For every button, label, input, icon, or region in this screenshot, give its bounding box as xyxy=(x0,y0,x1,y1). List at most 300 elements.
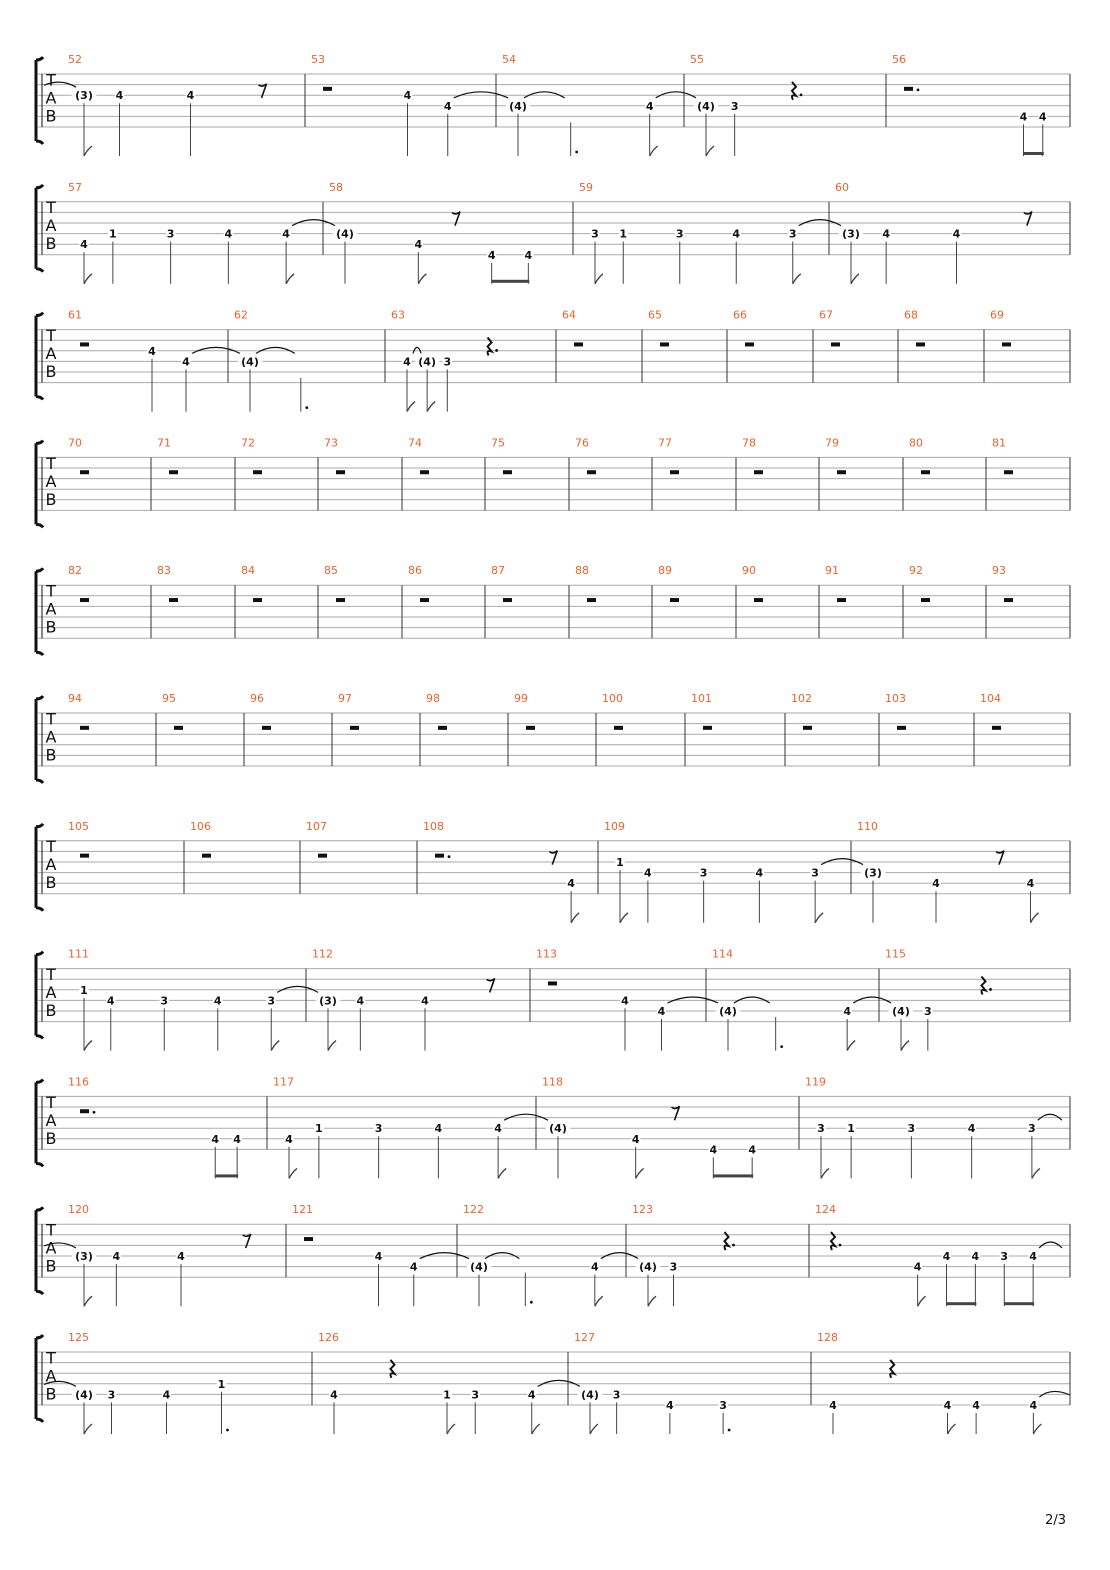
eighth-flag xyxy=(1033,1424,1041,1434)
half-rest xyxy=(336,470,345,474)
system xyxy=(36,53,1070,156)
eighth-flag xyxy=(447,1424,455,1434)
half-rest xyxy=(253,470,262,474)
measure-number: 112 xyxy=(312,947,333,961)
measure xyxy=(658,564,679,602)
measure xyxy=(234,309,308,412)
half-rest xyxy=(1004,470,1013,474)
half-rest xyxy=(837,598,846,602)
measure-number: 72 xyxy=(241,436,255,450)
tab-clef-letter: B xyxy=(45,1384,57,1404)
measure xyxy=(68,309,240,412)
eighth-rest xyxy=(259,84,267,98)
eighth-flag xyxy=(706,146,714,156)
measure xyxy=(885,692,906,730)
eighth-rest xyxy=(452,212,460,226)
fret-number: 3 xyxy=(374,1122,383,1136)
measure xyxy=(306,820,327,858)
measure xyxy=(311,53,508,156)
measure xyxy=(44,1203,251,1306)
fret-number: (4) xyxy=(581,1388,599,1402)
fret-number: 4 xyxy=(621,994,629,1008)
eighth-flag xyxy=(532,1424,540,1434)
measure xyxy=(162,692,183,730)
measure-number: 54 xyxy=(502,53,516,66)
measure xyxy=(426,692,447,730)
fret-number: 4 xyxy=(567,877,575,891)
eighth-flag xyxy=(1032,1168,1040,1178)
measure-number: 90 xyxy=(742,564,756,578)
measure-number: 104 xyxy=(980,692,1001,705)
fret-number: 4 xyxy=(162,1388,171,1402)
measure-number: 86 xyxy=(408,564,422,578)
fret-number: 4 xyxy=(112,1250,121,1263)
measure-number: 74 xyxy=(408,436,422,450)
system xyxy=(36,436,1070,527)
measure-number: 119 xyxy=(805,1075,826,1089)
half-rest xyxy=(80,598,89,602)
fret-number: 4 xyxy=(748,1143,756,1157)
fret-number: 4 xyxy=(755,866,764,880)
fret-number: 4 xyxy=(645,99,654,113)
eighth-flag xyxy=(84,274,92,284)
fret-number: 4 xyxy=(494,1122,502,1136)
measure-number: 62 xyxy=(234,308,248,322)
fret-number: 4 xyxy=(224,227,233,241)
measure xyxy=(324,436,345,474)
measure-number: 114 xyxy=(712,947,733,961)
measure-number: 123 xyxy=(632,1203,653,1217)
measure-number: 63 xyxy=(391,308,405,322)
fret-number: 4 xyxy=(942,1250,951,1263)
fret-number: 3 xyxy=(811,866,819,880)
measure xyxy=(44,1331,229,1434)
measure xyxy=(542,1075,757,1178)
fret-number: 4 xyxy=(211,1132,220,1146)
fret-number: 1 xyxy=(443,1388,451,1402)
measure xyxy=(44,53,267,156)
measure xyxy=(691,692,712,730)
beam xyxy=(492,280,530,283)
eighth-flag xyxy=(286,274,294,284)
half-rest xyxy=(80,342,89,346)
eighth-flag xyxy=(84,1424,92,1434)
fret-number: (4) xyxy=(639,1260,657,1274)
half-rest xyxy=(904,87,913,91)
fret-number: 3 xyxy=(591,227,599,241)
measure-number: 65 xyxy=(648,308,662,322)
measure-number: 106 xyxy=(190,819,211,833)
eighth-flag xyxy=(84,1296,92,1306)
fret-number: 4 xyxy=(967,1122,976,1136)
eighth-rest xyxy=(243,1234,251,1248)
half-rest xyxy=(435,854,444,858)
fret-number: 4 xyxy=(913,1260,922,1274)
eighth-flag xyxy=(84,146,92,156)
eighth-flag xyxy=(636,1168,644,1178)
half-rest xyxy=(174,726,183,730)
eighth-flag xyxy=(590,1424,598,1434)
half-rest xyxy=(670,470,679,474)
measure xyxy=(791,692,812,730)
fret-number: 3 xyxy=(669,1260,678,1274)
measure xyxy=(329,181,533,284)
measure xyxy=(190,820,211,858)
eighth-flag xyxy=(328,1041,336,1051)
fret-number: (4) xyxy=(470,1260,488,1274)
half-rest xyxy=(80,854,89,858)
fret-number: 3 xyxy=(166,227,175,241)
measure-number: 118 xyxy=(542,1075,563,1089)
measure xyxy=(241,436,262,474)
measure-number: 64 xyxy=(562,308,576,322)
tab-clef-letter: B xyxy=(45,489,57,509)
duration-dot xyxy=(226,1429,229,1432)
measure-number: 115 xyxy=(885,947,906,961)
measure-number: 61 xyxy=(68,308,82,322)
half-rest xyxy=(80,726,89,730)
fret-number: 4 xyxy=(882,227,890,241)
fret-number: (3) xyxy=(842,227,860,241)
measure xyxy=(292,1203,469,1306)
eighth-flag xyxy=(595,274,603,284)
half-rest xyxy=(897,726,906,730)
fret-number: 1 xyxy=(619,227,628,241)
fret-number: 3 xyxy=(907,1122,916,1136)
fret-number: 4 xyxy=(952,227,961,241)
rest-dot xyxy=(93,1111,96,1114)
fret-number: (4) xyxy=(697,99,715,113)
measure-number: 125 xyxy=(68,1331,89,1344)
measure xyxy=(819,309,840,347)
fret-number: 4 xyxy=(213,994,222,1008)
measure-number: 121 xyxy=(292,1203,313,1217)
fret-number: 4 xyxy=(972,1399,980,1412)
measure-number: 87 xyxy=(491,564,505,578)
measure-number: 67 xyxy=(819,308,833,322)
eighth-flag xyxy=(271,1041,279,1051)
tab-clef-letter: A xyxy=(45,88,57,108)
system xyxy=(36,692,1070,783)
measure-number: 120 xyxy=(68,1203,89,1217)
measure xyxy=(658,436,679,474)
tab-clef-letter: A xyxy=(45,471,57,491)
measure-number: 81 xyxy=(992,436,1006,450)
tab-clef-letter: B xyxy=(45,1256,57,1276)
fret-number: 3 xyxy=(160,994,169,1008)
fret-number: 3 xyxy=(675,227,684,241)
eighth-flag xyxy=(407,402,415,412)
duration-dot xyxy=(305,406,308,409)
tab-clef-letter: A xyxy=(45,1238,57,1258)
system xyxy=(36,948,1070,1051)
fret-number: 4 xyxy=(1038,110,1047,124)
measure xyxy=(491,564,512,602)
fret-number: (4) xyxy=(336,227,354,241)
half-rest xyxy=(169,598,178,602)
fret-number: 4 xyxy=(285,1132,293,1146)
measure xyxy=(825,436,846,474)
tab-clef-letter: A xyxy=(45,855,57,875)
measure xyxy=(990,309,1011,347)
fret-number: 3 xyxy=(924,1005,932,1018)
eighth-flag xyxy=(793,274,801,284)
measure-number: 53 xyxy=(311,53,325,66)
fret-number: 4 xyxy=(282,227,290,241)
measure-number: 109 xyxy=(604,819,625,833)
measure xyxy=(575,436,596,474)
tab-clef-letter: T xyxy=(46,1092,56,1112)
beam xyxy=(713,1174,753,1177)
measure xyxy=(648,309,669,347)
measure-number: 76 xyxy=(575,436,589,450)
tab-clef-letter: T xyxy=(46,70,56,90)
fret-number: 4 xyxy=(1029,1250,1037,1263)
measure xyxy=(502,53,696,156)
fret-number: 4 xyxy=(403,89,412,103)
fret-number: 3 xyxy=(443,355,452,369)
measure xyxy=(423,820,579,923)
eighth-rest xyxy=(1024,212,1032,226)
fret-number: 3 xyxy=(730,99,739,113)
measure xyxy=(825,564,846,602)
fret-number: 4 xyxy=(409,1260,418,1274)
measure-number: 95 xyxy=(162,692,176,705)
beam xyxy=(1024,152,1044,155)
half-rest xyxy=(754,470,763,474)
eighth-flag xyxy=(571,913,579,923)
measure xyxy=(408,436,429,474)
measure-number: 111 xyxy=(68,947,89,961)
fret-number: 3 xyxy=(788,227,797,241)
fret-number: 4 xyxy=(527,1388,536,1402)
measure xyxy=(579,181,841,284)
fret-number: 3 xyxy=(817,1122,825,1136)
measure-number: 78 xyxy=(742,436,756,450)
fret-number: (3) xyxy=(864,866,882,880)
measure xyxy=(992,436,1013,474)
measure-number: 107 xyxy=(306,819,327,833)
measure-number: 55 xyxy=(690,53,704,66)
half-rest xyxy=(80,470,89,474)
measure xyxy=(273,1075,548,1178)
measure-number: 99 xyxy=(514,692,528,705)
half-rest xyxy=(831,342,840,346)
rest-dot xyxy=(989,988,992,991)
fret-number: (3) xyxy=(75,1250,93,1263)
measure xyxy=(632,1203,735,1306)
measure xyxy=(602,692,623,730)
half-rest xyxy=(262,726,271,730)
system xyxy=(36,820,1070,923)
eighth-flag xyxy=(815,913,823,923)
half-rest xyxy=(837,470,846,474)
eighth-flag xyxy=(851,274,859,284)
measure-number: 91 xyxy=(825,564,839,578)
measure xyxy=(68,436,89,474)
fret-number: 4 xyxy=(631,1132,640,1146)
eighth-rest xyxy=(549,851,557,865)
rest-dot xyxy=(917,88,920,91)
fret-number: (4) xyxy=(549,1122,567,1136)
fret-number: 4 xyxy=(657,1005,666,1018)
fret-number: 4 xyxy=(330,1388,338,1402)
measure xyxy=(68,692,89,730)
measure-number: 101 xyxy=(691,692,712,705)
duration-dot xyxy=(575,151,578,154)
eighth-flag xyxy=(498,1168,506,1178)
tab-clef-letter: A xyxy=(45,1110,57,1130)
eighth-rest xyxy=(672,1106,680,1120)
system xyxy=(36,309,1070,412)
half-rest xyxy=(916,342,925,346)
eighth-flag xyxy=(901,1041,909,1051)
measure xyxy=(463,1203,638,1306)
measure xyxy=(712,948,891,1051)
fret-number: 4 xyxy=(421,994,429,1008)
eighth-flag xyxy=(620,913,628,923)
fret-number: 4 xyxy=(80,238,88,252)
beam xyxy=(947,1302,977,1305)
eighth-flag xyxy=(84,1041,92,1051)
measure-number: 110 xyxy=(857,819,878,833)
beam xyxy=(215,1174,238,1177)
tab-clef-letter: T xyxy=(46,198,56,218)
measure-number: 77 xyxy=(658,436,672,450)
fret-number: 3 xyxy=(699,866,708,880)
fret-number: 4 xyxy=(591,1260,599,1274)
measure xyxy=(391,309,498,412)
fret-number: 3 xyxy=(1000,1250,1009,1263)
measure-number: 102 xyxy=(791,692,812,705)
fret-number: 4 xyxy=(414,238,423,252)
measure-number: 57 xyxy=(68,180,82,194)
half-rest xyxy=(438,726,447,730)
rest-dot xyxy=(800,93,803,96)
measure-number: 96 xyxy=(250,692,264,705)
measure-number: 128 xyxy=(817,1331,838,1344)
half-rest xyxy=(318,854,327,858)
fret-number: 4 xyxy=(1026,877,1035,891)
tab-clef-letter: B xyxy=(45,362,57,381)
fret-number: 3 xyxy=(267,994,276,1008)
duration-dot xyxy=(530,1301,533,1304)
fret-number: 3 xyxy=(719,1399,727,1412)
measure-number: 92 xyxy=(909,564,923,578)
half-rest xyxy=(803,726,812,730)
measure xyxy=(68,564,89,602)
tab-clef-letter: A xyxy=(45,727,57,747)
tab-clef-letter: T xyxy=(46,837,56,857)
tab-clef-letter: T xyxy=(46,709,56,729)
rest-dot xyxy=(495,349,498,352)
measure xyxy=(562,309,583,347)
measure xyxy=(241,564,262,602)
measure-number: 113 xyxy=(536,947,557,961)
tab-clef-letter: B xyxy=(45,745,57,765)
measure xyxy=(904,309,925,347)
half-rest xyxy=(336,598,345,602)
tab-clef-letter: A xyxy=(45,1366,57,1386)
fret-number: 4 xyxy=(374,1250,383,1263)
half-rest xyxy=(1004,598,1013,602)
tab-clef-letter: A xyxy=(45,599,57,619)
fret-number: 4 xyxy=(487,248,496,262)
eighth-flag xyxy=(595,1296,603,1306)
eighth-flag xyxy=(427,402,435,412)
tab-clef-letter: B xyxy=(45,1128,57,1148)
measure xyxy=(68,1075,242,1178)
half-rest xyxy=(526,726,535,730)
duration-dot xyxy=(780,1045,783,1048)
tab-clef-letter: T xyxy=(46,964,56,984)
fret-number: (4) xyxy=(418,355,437,369)
measure-number: 66 xyxy=(733,308,747,322)
fret-number: 4 xyxy=(106,994,115,1008)
half-rest xyxy=(548,981,557,985)
fret-number: 4 xyxy=(356,994,365,1008)
fret-number: 4 xyxy=(644,866,652,880)
measure xyxy=(324,564,345,602)
measure-number: 83 xyxy=(157,564,171,578)
measure-number: 126 xyxy=(318,1331,339,1344)
measure xyxy=(690,53,802,156)
measure-number: 98 xyxy=(426,692,440,705)
fret-number: (3) xyxy=(75,89,93,103)
beam xyxy=(1004,1302,1034,1305)
measure xyxy=(742,564,763,602)
half-rest xyxy=(1002,342,1011,346)
eighth-flag xyxy=(948,1424,956,1434)
measure-number: 60 xyxy=(835,180,849,194)
fret-number: 4 xyxy=(177,1250,185,1263)
half-rest xyxy=(703,726,712,730)
fret-number: 4 xyxy=(115,89,124,103)
fret-number: 4 xyxy=(971,1250,980,1263)
fret-number: 4 xyxy=(732,227,741,241)
tab-clef-letter: B xyxy=(45,1001,57,1020)
measure-number: 80 xyxy=(909,436,923,450)
half-rest xyxy=(587,598,596,602)
tab-clef-letter: B xyxy=(45,234,57,254)
measure xyxy=(491,436,512,474)
tab-clef-letter: B xyxy=(45,617,57,637)
eighth-rest xyxy=(487,978,495,992)
tab-clef-letter: T xyxy=(46,325,56,345)
half-rest xyxy=(253,598,262,602)
fret-number: 4 xyxy=(443,99,452,113)
eighth-flag xyxy=(918,1296,926,1306)
measure-number: 79 xyxy=(825,436,839,450)
tab-clef-letter: T xyxy=(46,453,56,473)
measure xyxy=(817,1331,1070,1434)
half-rest xyxy=(350,726,359,730)
half-rest xyxy=(587,470,596,474)
measure-number: 94 xyxy=(68,692,82,705)
measure-number: 108 xyxy=(423,819,444,833)
measure xyxy=(250,692,271,730)
measure-number: 75 xyxy=(491,436,505,450)
measure-number: 73 xyxy=(324,436,338,450)
fret-number: 1 xyxy=(315,1122,323,1136)
half-rest xyxy=(670,598,679,602)
rest-dot xyxy=(732,1244,735,1247)
fret-number: 3 xyxy=(107,1388,116,1402)
measure-number: 117 xyxy=(273,1075,294,1089)
eighth-flag xyxy=(650,146,658,156)
fret-number: 1 xyxy=(847,1122,855,1136)
half-rest xyxy=(420,470,429,474)
